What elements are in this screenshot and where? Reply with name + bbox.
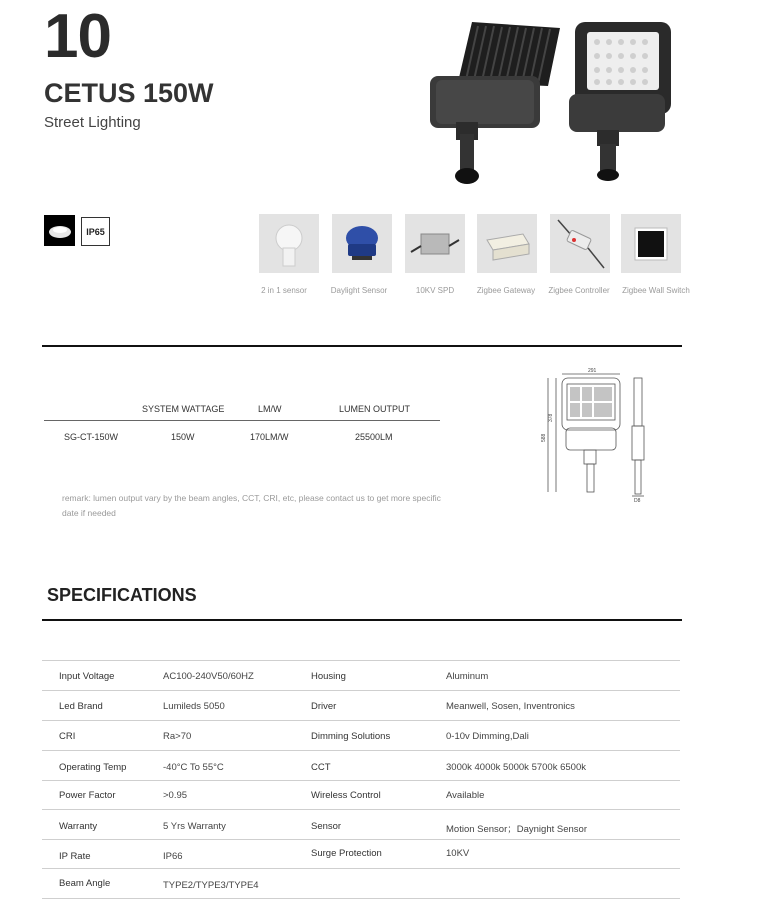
spec-value: IP66	[163, 851, 183, 862]
spec-label: Housing	[311, 671, 346, 682]
spec-label: Beam Angle	[59, 878, 111, 889]
luminaire-back-image	[420, 16, 570, 186]
drawing-height-label-1: 378	[548, 413, 554, 422]
dimension-drawing	[536, 364, 666, 504]
accessory-label: Zigbee Wall Switch	[622, 286, 690, 295]
controller-icon	[550, 214, 610, 273]
spec-label: Warranty	[59, 821, 98, 832]
spec-label: CRI	[59, 731, 76, 742]
spec-label: Sensor	[311, 821, 342, 832]
section-divider	[42, 345, 682, 347]
spec-label: IP Rate	[59, 851, 91, 862]
lumen-remark: remark: lumen output vary by the beam angles, CCT, CRI, etc, please contact us to get more specific date if needed	[62, 493, 441, 518]
spec-label: Driver	[311, 701, 337, 712]
photocell-icon	[332, 214, 392, 273]
perf-header-lumen: LUMEN OUTPUT	[339, 404, 411, 414]
spec-divider	[42, 619, 682, 621]
drawing-side-label: D8	[634, 498, 641, 504]
spec-value: >0.95	[163, 790, 188, 801]
accessory-label: Zigbee Gateway	[476, 286, 536, 295]
accessory-label: Zigbee Controller	[548, 286, 610, 295]
spec-value: Meanwell, Sosen, Inventronics	[446, 701, 575, 712]
ip-rating-badge: IP65	[81, 217, 110, 246]
spec-label: CCT	[311, 762, 331, 773]
page-number: 10	[44, 2, 111, 71]
spec-value: Available	[446, 790, 485, 801]
gateway-icon	[477, 214, 537, 273]
table-row	[42, 660, 680, 691]
spec-value: 3000k 4000k 5000k 5700k 6500k	[446, 762, 586, 773]
spec-label: Power Factor	[59, 790, 116, 801]
drawing-width-label: 291	[588, 368, 597, 374]
perf-model: SG-CT-150W	[64, 432, 119, 442]
luminaire-front-image	[565, 18, 680, 183]
product-title: CETUS 150W	[44, 78, 214, 108]
perf-header-wattage: SYSTEM WATTAGE	[142, 404, 225, 414]
spec-value: Lumileds 5050	[163, 701, 225, 712]
surge-protector-icon	[405, 214, 465, 273]
spec-value: Aluminum	[446, 671, 489, 682]
spec-label: Wireless Control	[311, 790, 381, 801]
wall-switch-icon	[621, 214, 681, 273]
spec-value: 0-10v Dimming,Dali	[446, 731, 529, 742]
accessory-label: 10KV SPD	[415, 286, 455, 295]
spec-value: TYPE2/TYPE3/TYPE4	[163, 880, 259, 891]
spec-value: Ra>70	[163, 731, 192, 742]
spec-value: AC100-240V50/60HZ	[163, 671, 254, 682]
spec-label: Surge Protection	[311, 848, 382, 859]
perf-lumen: 25500LM	[355, 432, 393, 442]
spec-label: Input Voltage	[59, 671, 115, 682]
table-row	[42, 720, 680, 751]
table-row	[42, 868, 680, 899]
table-row	[42, 809, 680, 840]
drawing-height-label-2: 588	[541, 433, 547, 442]
spec-label: Led Brand	[59, 701, 103, 712]
spec-value: 10KV	[446, 848, 470, 859]
specifications-title: SPECIFICATIONS	[47, 585, 197, 605]
perf-efficacy: 170LM/W	[250, 432, 289, 442]
product-subtitle: Street Lighting	[44, 114, 141, 131]
perf-table-rule	[44, 420, 440, 421]
perf-header-efficacy: LM/W	[258, 404, 282, 414]
spec-value: Motion Sensor；Daynight Sensor	[446, 824, 587, 835]
spec-value: 5 Yrs Warranty	[163, 821, 226, 832]
spec-value: -40°C To 55°C	[163, 762, 224, 773]
perf-wattage: 150W	[171, 432, 195, 442]
led-chip-icon	[44, 215, 75, 246]
table-row	[42, 839, 680, 869]
accessory-label: 2 in 1 sensor	[261, 286, 307, 295]
table-row	[42, 690, 680, 721]
spec-label: Operating Temp	[59, 762, 127, 773]
table-row	[42, 780, 680, 810]
spec-label: Dimming Solutions	[311, 731, 391, 742]
sensor-icon	[259, 214, 319, 273]
table-row	[42, 750, 680, 781]
accessory-label: Daylight Sensor	[330, 286, 388, 295]
